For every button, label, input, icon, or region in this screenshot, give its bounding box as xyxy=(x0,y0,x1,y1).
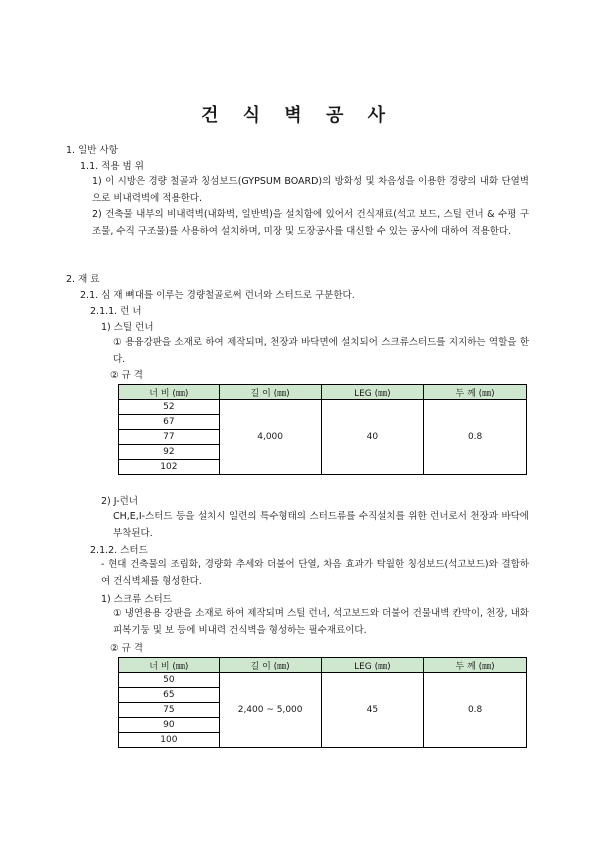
j-runner-item: 2) J-런너 xyxy=(101,496,139,507)
width-cell: 100 xyxy=(119,733,220,748)
stud-description: - 현대 건축물의 조립화, 경량화 추세와 더불어 단열, 차음 효과가 탁월한 칭섬보드(석고보드)와 결합하여 건식벽체를 형성한다. xyxy=(101,559,529,587)
width-cell: 50 xyxy=(119,673,220,688)
table-row xyxy=(119,673,527,688)
header-length: 길 이 (㎜) xyxy=(219,658,321,673)
width-cell: 92 xyxy=(119,445,220,460)
scope-paragraph-1: 1) 이 시방은 경량 철골과 칭섬보드(GYPSUM BOARD)의 방화성 및 차음성을 이용한 경량의 내화 단열벽으로 비내력벽에 적용한다. xyxy=(92,176,529,204)
spec-label-1: ② 규 격 xyxy=(110,370,143,381)
screw-stud-item: 1) 스크류 스터드 xyxy=(101,594,172,605)
width-cell: 67 xyxy=(119,415,220,430)
page-title: 건 식 벽 공 사 xyxy=(200,105,394,126)
length-cell: 4,000 xyxy=(219,400,321,475)
width-cell: 77 xyxy=(119,430,220,445)
spec-label-2: ② 규 격 xyxy=(110,643,143,654)
header-width: 너 비 (㎜) xyxy=(119,658,220,673)
leg-cell: 40 xyxy=(321,400,424,475)
steel-runner-description: ① 용융강판을 소재로 하여 제작되며, 천장과 바닥면에 설치되어 스크류스터드를 지지하는 역할을 한다. xyxy=(113,337,529,365)
length-cell: 2,400 ~ 5,000 xyxy=(219,673,321,748)
stud-heading: 2.1.2. 스터드 xyxy=(90,545,148,556)
section-1-heading: 1. 일반 사항 xyxy=(66,145,118,156)
width-cell: 52 xyxy=(119,400,220,415)
header-length: 길 이 (㎜) xyxy=(219,385,321,400)
table-row xyxy=(119,400,527,415)
scope-paragraph-2: 2) 건축물 내부의 비내력벽(내화벽, 일반벽)을 설치함에 있어서 건식재료(석고 보드, 스틸 런너 & 수평 구조물, 수직 구조물)를 사용하여 설치하며, 미장 및 도장공사를 대신할 수 있는 공사에 대하여 적용한다. xyxy=(92,209,529,237)
section-2-1-heading: 2.1. 심 재 뼈대를 이루는 경량철골로써 런너와 스터드로 구분한다. xyxy=(80,290,355,301)
j-runner-description: CH,E,I-스터드 등을 설치시 일련의 특수형태의 스터드류를 수직설치를 위한 런너로서 천장과 바닥에 부착된다. xyxy=(113,511,529,539)
width-cell: 65 xyxy=(119,688,220,703)
width-cell: 75 xyxy=(119,703,220,718)
table-header-row xyxy=(119,658,527,673)
thickness-cell: 0.8 xyxy=(424,673,527,748)
header-leg: LEG (㎜) xyxy=(321,385,424,400)
steel-runner-item: 1) 스틸 런너 xyxy=(101,322,154,333)
header-leg: LEG (㎜) xyxy=(321,658,424,673)
leg-cell: 45 xyxy=(321,673,424,748)
table-header-row xyxy=(119,385,527,400)
stud-spec-table xyxy=(118,657,527,748)
thickness-cell: 0.8 xyxy=(424,400,527,475)
section-2-heading: 2. 재 료 xyxy=(66,274,100,285)
header-thickness: 두 께 (㎜) xyxy=(424,658,527,673)
runner-heading: 2.1.1. 런 너 xyxy=(90,306,142,317)
width-cell: 102 xyxy=(119,460,220,475)
header-thickness: 두 께 (㎜) xyxy=(424,385,527,400)
width-cell: 90 xyxy=(119,718,220,733)
section-1-1-heading: 1.1. 적용 범 위 xyxy=(80,161,144,172)
header-width: 너 비 (㎜) xyxy=(119,385,220,400)
runner-spec-table xyxy=(118,384,527,475)
screw-stud-description: ① 냉연용용 강판을 소재로 하여 제작되며 스틸 런너, 석고보드와 더불어 건물내벽 칸막이, 천장, 내화피복기둥 및 보 등에 비내력 건식벽을 형성하는 필수재료이다. xyxy=(113,608,529,636)
